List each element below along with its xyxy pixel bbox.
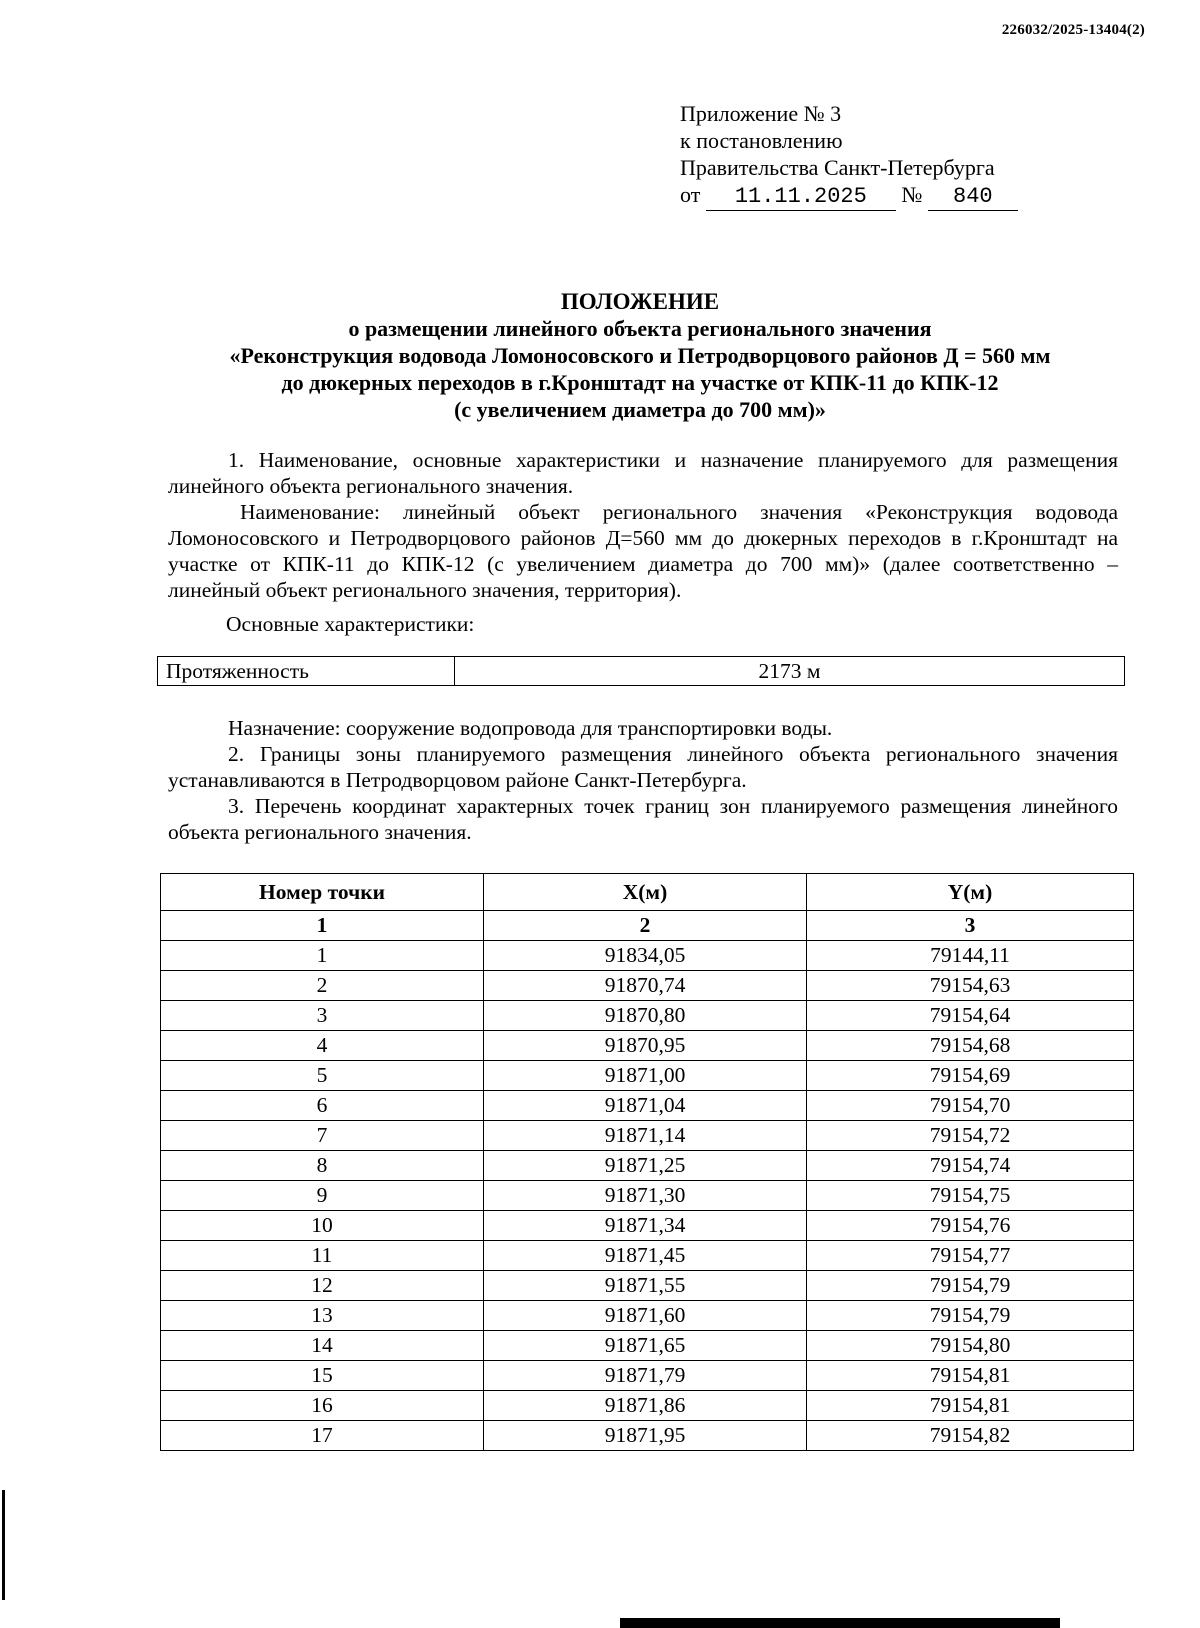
table-row	[161, 1271, 1134, 1301]
y-coordinate-cell: 79154,81	[807, 1361, 1134, 1391]
y-coordinate-cell: 79154,63	[807, 971, 1134, 1001]
table-row	[161, 941, 1134, 971]
date-prefix: от	[680, 182, 701, 207]
header-point-number: Номер точки	[161, 874, 484, 911]
y-coordinate-cell: 79154,72	[807, 1121, 1134, 1151]
header-x: X(м)	[484, 874, 807, 911]
annex-to-resolution: к постановлению	[680, 128, 843, 153]
section-2-text: 2. Границы зоны планируемого размещения линейного объекта регионального значения устанавливаются в Петродворцовом районе Санкт-Петербурга.	[168, 742, 1118, 792]
point-number-cell: 15	[161, 1361, 484, 1391]
annex-title: Приложение № 3	[680, 101, 842, 126]
point-number-cell: 14	[161, 1331, 484, 1361]
table-row	[161, 1091, 1134, 1121]
x-coordinate-cell: 91871,86	[484, 1391, 807, 1421]
y-coordinate-cell: 79154,77	[807, 1241, 1134, 1271]
y-coordinate-cell: 79154,74	[807, 1151, 1134, 1181]
x-coordinate-cell: 91871,45	[484, 1241, 807, 1271]
title-line-4: (с увеличением диаметра до 700 мм)»	[454, 397, 826, 422]
point-number-cell: 2	[161, 971, 484, 1001]
y-coordinate-cell: 79154,80	[807, 1331, 1134, 1361]
characteristics-table	[157, 656, 1125, 686]
table-row	[161, 1331, 1134, 1361]
scan-edge-mark	[2, 1490, 5, 1600]
document-id: 226032/2025-13404(2)	[1001, 22, 1145, 38]
x-coordinate-cell: 91871,00	[484, 1061, 807, 1091]
y-coordinate-cell: 79154,79	[807, 1301, 1134, 1331]
coordinates-table	[160, 873, 1134, 1451]
annex-date-number	[680, 181, 1018, 211]
x-coordinate-cell: 91834,05	[484, 941, 807, 971]
point-number-cell: 9	[161, 1181, 484, 1211]
point-number-cell: 8	[161, 1151, 484, 1181]
point-number-cell: 13	[161, 1301, 484, 1331]
x-coordinate-cell: 91871,60	[484, 1301, 807, 1331]
table-row	[161, 971, 1134, 1001]
x-coordinate-cell: 91871,30	[484, 1181, 807, 1211]
column-number: 1	[161, 911, 484, 941]
table-row	[161, 1391, 1134, 1421]
resolution-date: 11.11.2025	[706, 183, 896, 211]
table-row	[161, 1061, 1134, 1091]
x-coordinate-cell: 91871,55	[484, 1271, 807, 1301]
point-number-cell: 7	[161, 1121, 484, 1151]
annex-government: Правительства Санкт-Петербурга	[680, 155, 995, 180]
number-prefix: №	[901, 182, 923, 207]
table-row	[161, 1211, 1134, 1241]
x-coordinate-cell: 91871,25	[484, 1151, 807, 1181]
y-coordinate-cell: 79154,69	[807, 1061, 1134, 1091]
section-3-text: 3. Перечень координат характерных точек границ зон планируемого размещения линейного объекта регионального значения.	[168, 794, 1118, 844]
characteristic-value: 2173 м	[455, 657, 1125, 686]
point-number-cell: 11	[161, 1241, 484, 1271]
table-row	[161, 1421, 1134, 1451]
table-header-row	[161, 874, 1134, 911]
point-number-cell: 17	[161, 1421, 484, 1451]
title-line-3: до дюкерных переходов в г.Кронштадт на участке от КПК-11 до КПК-12	[281, 370, 999, 395]
section-1-name: Наименование: линейный объект регионального значения «Реконструкция водовода Ломоносовского и Петродворцового районов Д=560 мм до дюкерных переходов в г.Кронштадт на участке от КПК-11 до КПК-12 (с увеличением диаметра до 700 мм)» (далее соответственно – линейный объект регионального значения, территория).	[168, 500, 1118, 602]
y-coordinate-cell: 79144,11	[807, 941, 1134, 971]
table-row	[161, 1151, 1134, 1181]
y-coordinate-cell: 79154,68	[807, 1031, 1134, 1061]
y-coordinate-cell: 79154,75	[807, 1181, 1134, 1211]
annex-block	[680, 100, 1018, 211]
table-row	[161, 1121, 1134, 1151]
x-coordinate-cell: 91870,74	[484, 971, 807, 1001]
title-line-1: о размещении линейного объекта регионального значения	[348, 316, 932, 341]
characteristics-label: Основные характеристики:	[226, 612, 475, 636]
y-coordinate-cell: 79154,64	[807, 1001, 1134, 1031]
x-coordinate-cell: 91871,95	[484, 1421, 807, 1451]
y-coordinate-cell: 79154,82	[807, 1421, 1134, 1451]
y-coordinate-cell: 79154,81	[807, 1391, 1134, 1421]
purpose-text: Назначение: сооружение водопровода для транспортировки воды.	[228, 716, 833, 740]
point-number-cell: 4	[161, 1031, 484, 1061]
resolution-number: 840	[928, 183, 1018, 211]
y-coordinate-cell: 79154,79	[807, 1271, 1134, 1301]
table-row	[161, 1001, 1134, 1031]
table-row	[161, 1181, 1134, 1211]
x-coordinate-cell: 91871,65	[484, 1331, 807, 1361]
column-number: 3	[807, 911, 1134, 941]
coordinates-body	[161, 941, 1134, 1451]
x-coordinate-cell: 91871,14	[484, 1121, 807, 1151]
scan-bottom-mark	[620, 1618, 1060, 1628]
x-coordinate-cell: 91870,80	[484, 1001, 807, 1031]
x-coordinate-cell: 91871,04	[484, 1091, 807, 1121]
document-title	[160, 288, 1120, 423]
y-coordinate-cell: 79154,76	[807, 1211, 1134, 1241]
point-number-cell: 16	[161, 1391, 484, 1421]
column-number: 2	[484, 911, 807, 941]
x-coordinate-cell: 91871,79	[484, 1361, 807, 1391]
x-coordinate-cell: 91870,95	[484, 1031, 807, 1061]
table-row	[161, 1031, 1134, 1061]
point-number-cell: 1	[161, 941, 484, 971]
table-row	[161, 1361, 1134, 1391]
table-row	[158, 657, 1125, 686]
section-1-heading: 1. Наименование, основные характеристики и назначение планируемого для размещения линейного объекта регионального значения.	[168, 448, 1118, 498]
title-heading: ПОЛОЖЕНИЕ	[560, 289, 720, 314]
point-number-cell: 3	[161, 1001, 484, 1031]
characteristic-label: Протяженность	[158, 657, 455, 686]
point-number-cell: 10	[161, 1211, 484, 1241]
title-line-2: «Реконструкция водовода Ломоносовского и Петродворцового районов Д = 560 мм	[229, 343, 1051, 368]
header-y: Y(м)	[807, 874, 1134, 911]
x-coordinate-cell: 91871,34	[484, 1211, 807, 1241]
table-row	[161, 1301, 1134, 1331]
column-number-row	[161, 911, 1134, 941]
point-number-cell: 12	[161, 1271, 484, 1301]
table-row	[161, 1241, 1134, 1271]
point-number-cell: 5	[161, 1061, 484, 1091]
y-coordinate-cell: 79154,70	[807, 1091, 1134, 1121]
point-number-cell: 6	[161, 1091, 484, 1121]
